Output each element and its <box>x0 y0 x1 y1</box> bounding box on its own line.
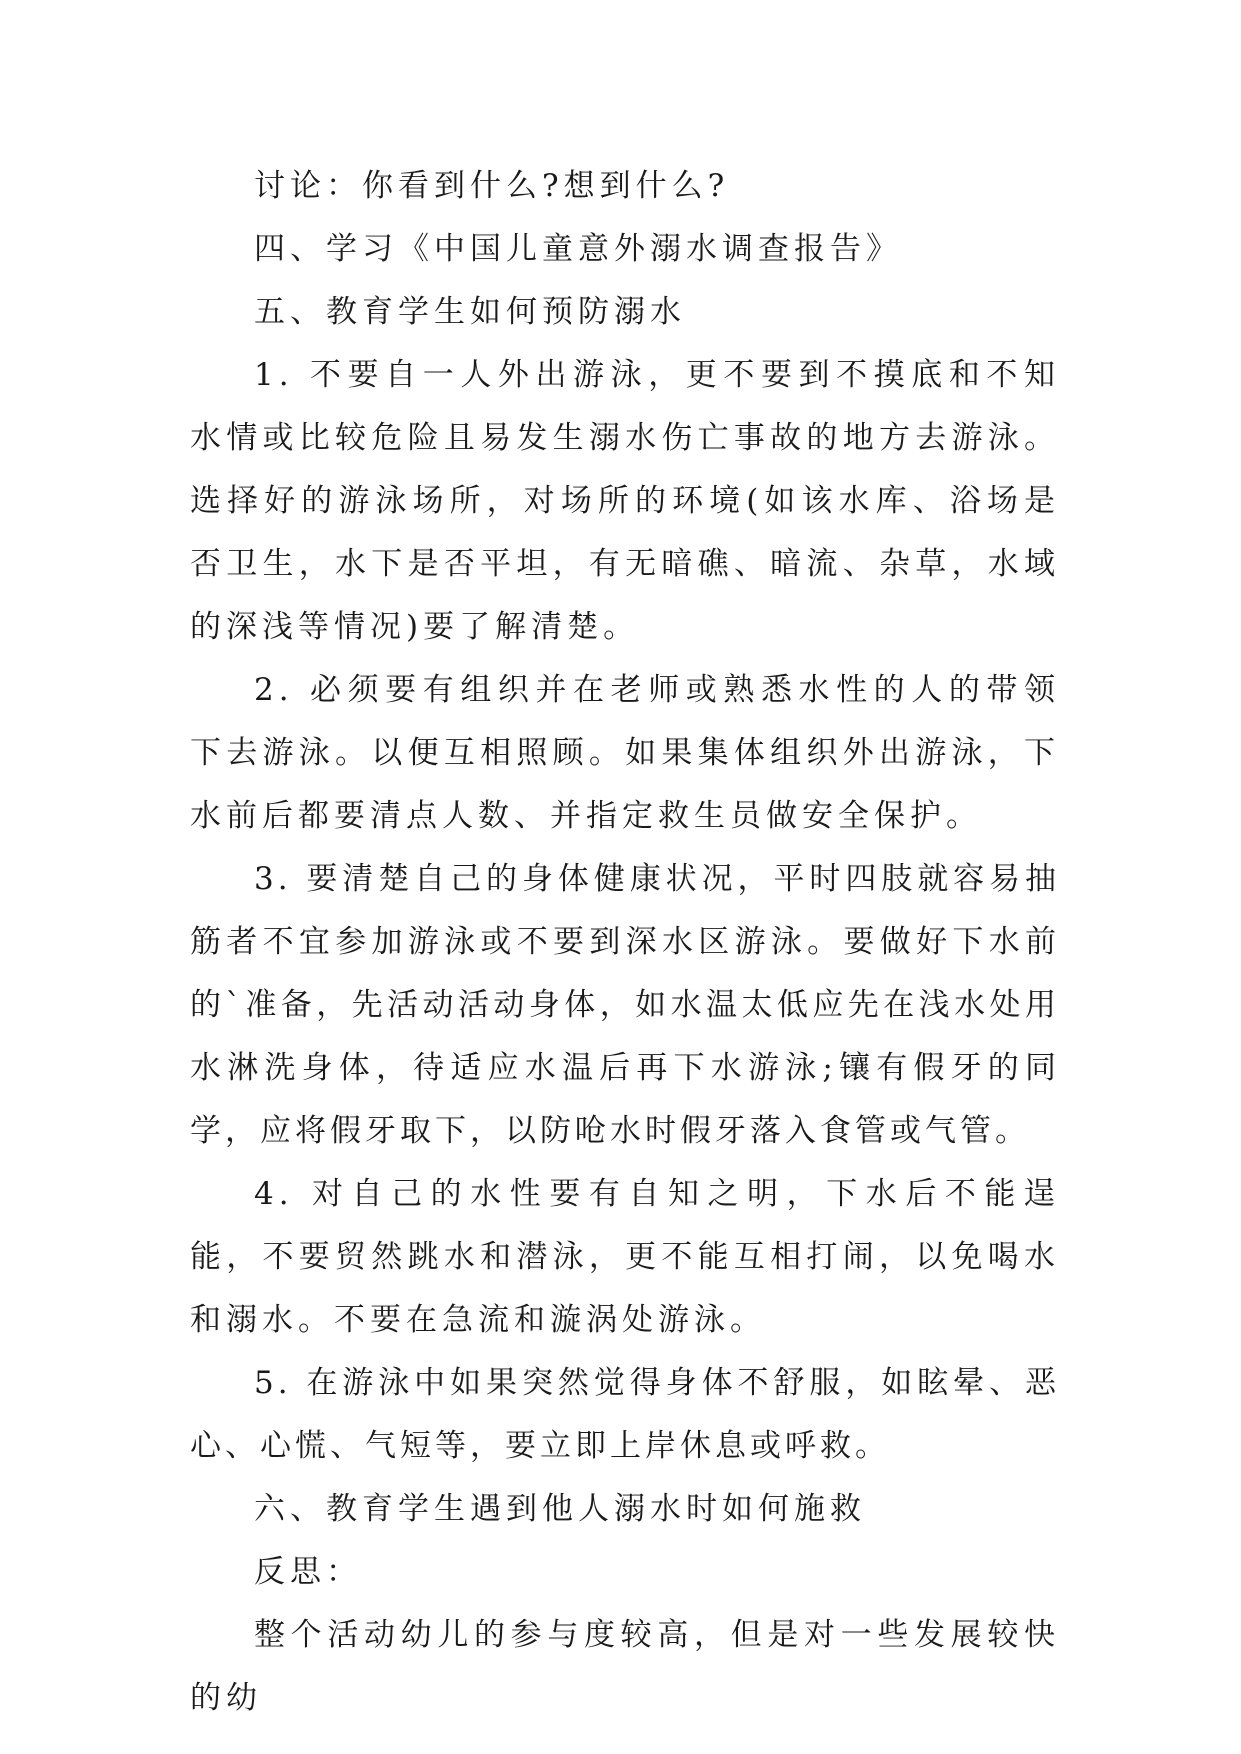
list-item-2: 2. 必须要有组织并在老师或熟悉水性的人的带领下去游泳。以便互相照顾。如果集体组织外出游泳，下水前后都要清点人数、并指定救生员做安全保护。 <box>190 672 1060 834</box>
list-item-1: 1. 不要自一人外出游泳，更不要到不摸底和不知水情或比较危险且易发生溺水伤亡事故的地方去游泳。选择好的游泳场所，对场所的环境(如该水库、浴场是否卫生，水下是否平坦，有无暗礁、暗流、杂草，水域的深浅等情况)要了解清楚。 <box>190 357 1060 645</box>
section-heading-5: 五、教育学生如何预防溺水 <box>254 294 686 330</box>
reflection-heading: 反思： <box>254 1554 362 1590</box>
list-item-3: 3. 要清楚自己的身体健康状况，平时四肢就容易抽筋者不宜参加游泳或不要到深水区游泳。要做好下水前的`准备，先活动活动身体，如水温太低应先在浅水处用水淋洗身体，待适应水温后再下水游泳;镶有假牙的同学，应将假牙取下，以防呛水时假牙落入食管或气管。 <box>190 861 1060 1149</box>
section-heading-4: 四、学习《中国儿童意外溺水调查报告》 <box>254 231 902 267</box>
reflection-text: 整个活动幼儿的参与度较高，但是对一些发展较快的幼 <box>190 1617 1060 1716</box>
section-heading-6: 六、教育学生遇到他人溺水时如何施救 <box>254 1491 866 1527</box>
discussion-line: 讨论：你看到什么?想到什么? <box>254 168 730 204</box>
document-body <box>190 155 1060 1730</box>
list-item-4: 4. 对自己的水性要有自知之明，下水后不能逞能，不要贸然跳水和潜泳，更不能互相打闹，以免喝水和溺水。不要在急流和漩涡处游泳。 <box>190 1176 1060 1338</box>
list-item-5: 5. 在游泳中如果突然觉得身体不舒服，如眩晕、恶心、心慌、气短等，要立即上岸休息或呼救。 <box>190 1365 1060 1464</box>
